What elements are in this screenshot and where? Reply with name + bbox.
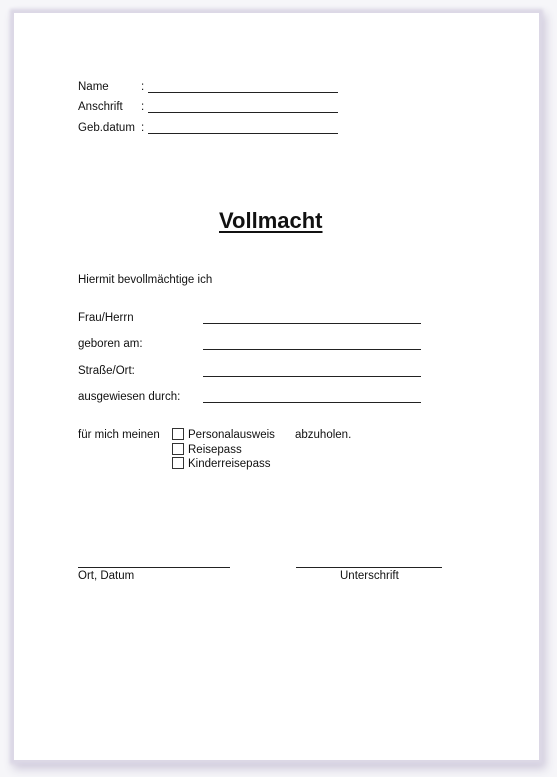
person-address-label: Straße/Ort: <box>78 365 135 377</box>
person-id-label: ausgewiesen durch: <box>78 391 181 403</box>
reisepass-checkbox[interactable] <box>172 443 184 455</box>
name-label: Name <box>78 81 109 93</box>
person-name-label: Frau/Herrn <box>78 312 134 324</box>
person-name-field-line[interactable] <box>203 323 421 324</box>
person-id-field-line[interactable] <box>203 402 421 403</box>
purpose-prefix: für mich meinen <box>78 429 160 441</box>
place-date-line[interactable] <box>78 567 230 568</box>
name-colon: : <box>141 81 145 93</box>
kinderreisepass-checkbox[interactable] <box>172 457 184 469</box>
person-birth-label: geboren am: <box>78 338 143 350</box>
personalausweis-label: Personalausweis <box>188 429 275 441</box>
reisepass-label: Reisepass <box>188 444 242 456</box>
birthdate-label: Geb.datum <box>78 122 135 134</box>
purpose-suffix: abzuholen. <box>295 429 352 441</box>
birthdate-field-line[interactable] <box>148 133 338 134</box>
person-birth-field-line[interactable] <box>203 349 421 350</box>
intro-text: Hiermit bevollmächtige ich <box>78 274 213 286</box>
kinderreisepass-label: Kinderreisepass <box>188 458 271 470</box>
signature-label: Unterschrift <box>340 570 399 582</box>
place-date-label: Ort, Datum <box>78 570 135 582</box>
personalausweis-checkbox[interactable] <box>172 428 184 440</box>
address-label: Anschrift <box>78 101 123 113</box>
address-colon: : <box>141 101 145 113</box>
address-field-line[interactable] <box>148 112 338 113</box>
name-field-line[interactable] <box>148 92 338 93</box>
signature-line[interactable] <box>296 567 442 568</box>
person-address-field-line[interactable] <box>203 376 421 377</box>
document-title: Vollmacht <box>219 208 323 233</box>
birthdate-colon: : <box>141 122 145 134</box>
